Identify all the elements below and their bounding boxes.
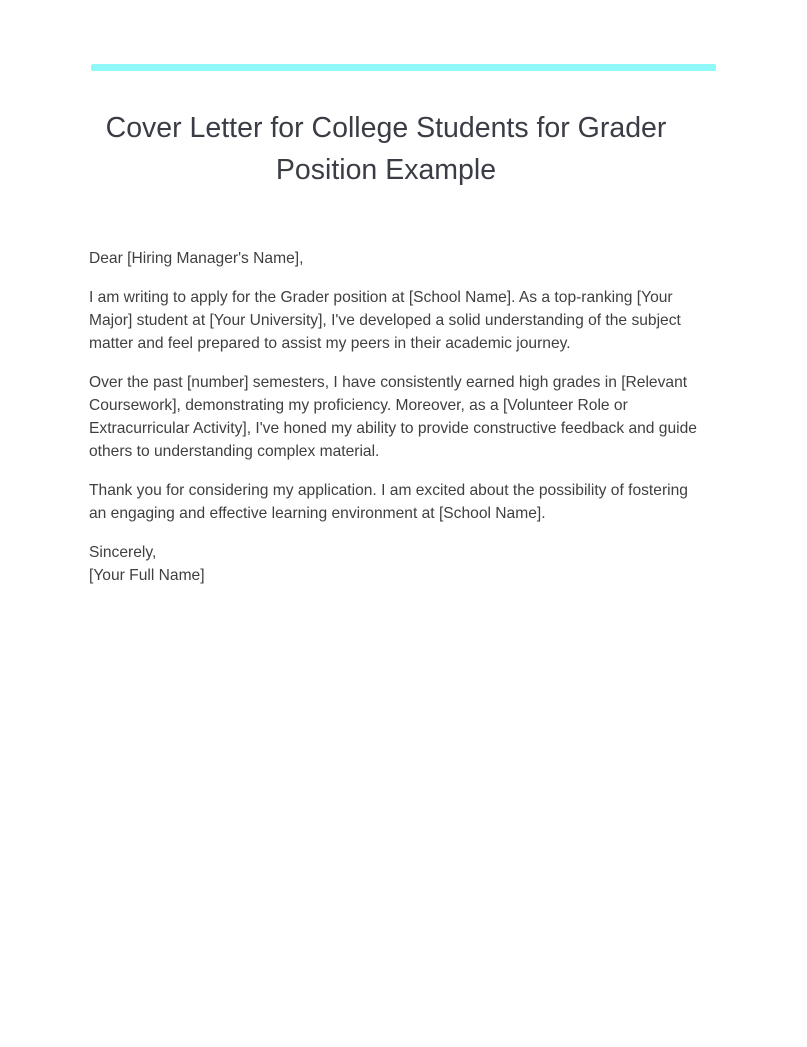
paragraph-intro: I am writing to apply for the Grader position at [School Name]. As a top-ranking [Your Major] student at [Your University], I've developed a solid understanding of the subject matter and feel prepared to assist my peers in their academic journey. [89, 289, 681, 352]
signature-name: [Your Full Name] [89, 567, 205, 584]
paragraph-closing: Thank you for considering my application. I am excited about the possibility of fostering an engaging and effective learning environment at [School Name]. [89, 482, 688, 522]
closing-text: Sincerely, [89, 544, 157, 561]
paragraph-experience: Over the past [number] semesters, I have consistently earned high grades in [Relevant Coursework], demonstrating my proficiency. Moreover, as a [Volunteer Role or Extracurricular Activity], I've honed my ability to provide constructive feedback and guide others to understanding complex material. [89, 374, 697, 460]
signoff [89, 541, 699, 587]
accent-bar [91, 64, 716, 71]
letter-body [89, 247, 699, 587]
salutation: Dear [Hiring Manager's Name], [89, 250, 304, 267]
page-title: Cover Letter for College Students for Grader Position Example [105, 112, 667, 186]
